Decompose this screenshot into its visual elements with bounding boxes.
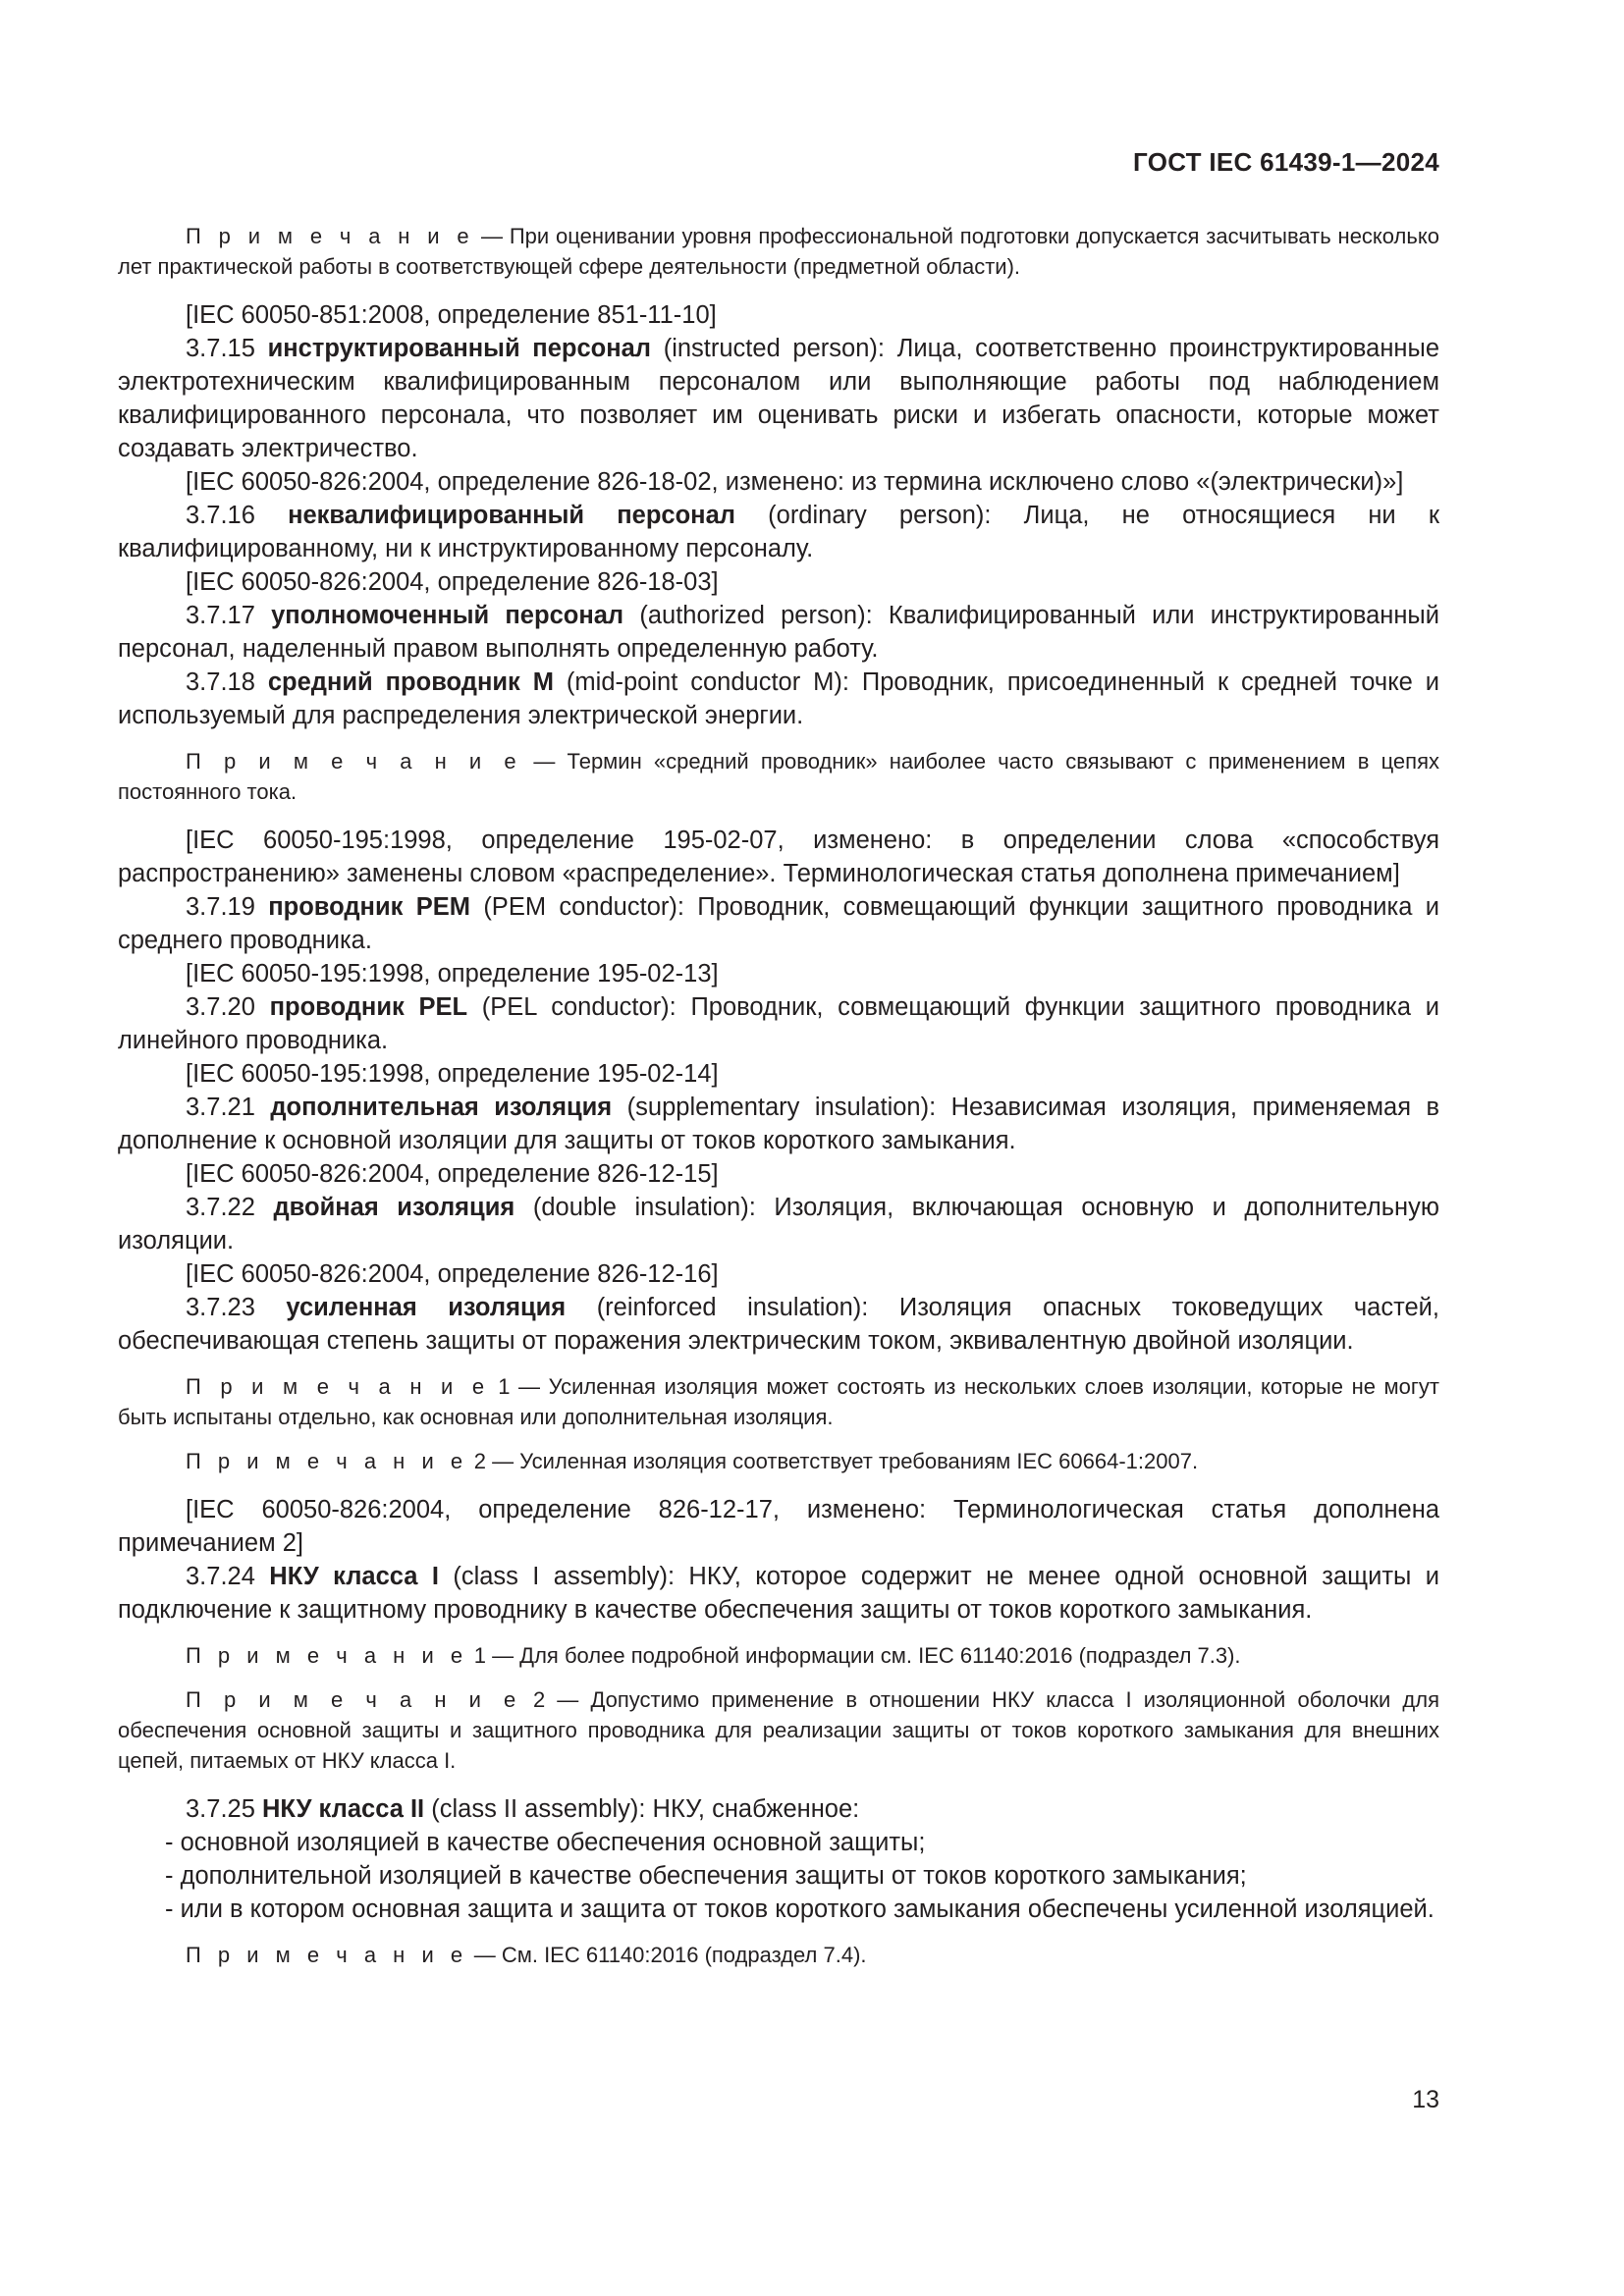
note-label: П р и м е ч а н и е [186,224,475,248]
term-name: неквалифицированный персонал [288,502,735,529]
term-name: усиленная изоляция [286,1294,567,1321]
term-definition: (class II assembly): НКУ, снабженное: [431,1795,860,1823]
term-name: средний проводник M [267,668,554,696]
term-name: дополнительная изоляция [270,1094,613,1121]
term-3-7-21 [118,1091,1439,1157]
reference: [IEC 60050-826:2004, определение 826-12-16] [186,1260,719,1288]
term-definition: (instructed person): Лица, соответственно проинструктированные электротехническим квалифицированным персоналом или выполняющие работы под наблюдением квалифицированного персонала, что позволяет им оценивать риски и избегать опасности, которые может создавать электричество. [118,335,1439,462]
reference: [IEC 60050-826:2004, определение 826-18-03] [186,568,719,596]
term-name: уполномоченный персонал [271,602,624,629]
term-number: 3.7.20 [186,993,255,1021]
term-name: НКУ класса II [262,1795,425,1823]
term-3-7-18 [118,666,1439,732]
note-text: — См. IEC 61140:2016 (подраздел 7.4). [473,1943,867,1967]
reference: [IEC 60050-195:1998, определение 195-02-13] [186,960,719,988]
note-block [118,1684,1439,1776]
reference: [IEC 60050-826:2004, определение 826-12-15] [186,1160,719,1188]
term-3-7-22 [118,1191,1439,1257]
reference: [IEC 60050-826:2004, определение 826-18-02, изменено: из термина исключено слово «(электрически)»] [186,468,1404,496]
note-block [118,1371,1439,1432]
term-definition: (mid-point conductor M): Проводник, присоединенный к средней точке и используемый для распределения электрической энергии. [118,668,1439,729]
term-definition: (authorized person): Квалифицированный или инструктированный персонал, наделенный правом выполнять определенную работу. [118,602,1439,663]
term-3-7-19 [118,890,1439,957]
list-item: - основной изоляцией в качестве обеспечения основной защиты; [165,1829,926,1856]
note-label: П р и м е ч а н и е [186,1643,468,1668]
term-3-7-15 [118,332,1439,465]
term-number: 3.7.16 [186,502,255,529]
note-label: П р и м е ч а н и е [186,1449,468,1473]
note-text: — Термин «средний проводник» наиболее часто связывают с применением в цепях постоянного тока. [118,749,1439,804]
term-number: 3.7.25 [186,1795,255,1823]
term-number: 3.7.22 [186,1194,255,1221]
document-body [118,221,1439,1970]
term-3-7-23 [118,1291,1439,1358]
note-text: 2 — Допустимо применение в отношении НКУ класса I изоляционной оболочки для обеспечения основной защиты и защитного проводника для реализации защиты от токов короткого замыкания для внешних цепей, питаемых от НКУ класса I. [118,1687,1439,1773]
reference: [IEC 60050-195:1998, определение 195-02-07, изменено: в определении слова «способствуя распространению» заменены словом «распределение». Терминологическая статья дополнена примечанием] [118,827,1439,887]
list-item: - или в котором основная защита и защита от токов короткого замыкания обеспечены усиленной изоляцией. [165,1896,1435,1923]
term-3-7-17 [118,599,1439,666]
note-label: П р и м е ч а н и е [186,749,522,774]
term-number: 3.7.17 [186,602,255,629]
term-3-7-25 [118,1792,1439,1826]
note-label: П р и м е ч а н и е [186,1687,521,1712]
note-block [118,1640,1439,1671]
term-name: двойная изоляция [273,1194,515,1221]
term-name: инструктированный персонал [267,335,652,362]
note-text: 1 — Для более подробной информации см. IEC 61140:2016 (подраздел 7.3). [473,1643,1241,1668]
note-text: 1 — Усиленная изоляция может состоять из нескольких слоев изоляции, которые не могут быть испытаны отдельно, как основная или дополнительная изоляция. [118,1374,1439,1429]
term-number: 3.7.23 [186,1294,255,1321]
term-3-7-20 [118,990,1439,1057]
note-text: — При оценивании уровня профессиональной подготовки допускается засчитывать несколько лет практической работы в соответствующей сфере деятельности (предметной области). [118,224,1439,279]
note-block [118,1940,1439,1970]
term-definition: (reinforced insulation): Изоляция опасных токоведущих частей, обеспечивающая степень защиты от поражения электрическим током, эквивалентную двойной изоляции. [118,1294,1439,1355]
list-item: - дополнительной изоляцией в качестве обеспечения защиты от токов короткого замыкания; [165,1862,1247,1890]
note-label: П р и м е ч а н и е [186,1374,490,1399]
reference: [IEC 60050-826:2004, определение 826-12-17, изменено: Терминологическая статья дополнена примечанием 2] [118,1496,1439,1557]
term-name: НКУ класса I [269,1563,439,1590]
term-number: 3.7.15 [186,335,255,362]
term-definition: (PEM conductor): Проводник, совмещающий функции защитного проводника и среднего проводника. [118,893,1439,954]
note-block [118,1446,1439,1476]
term-3-7-24 [118,1560,1439,1627]
term-number: 3.7.18 [186,668,255,696]
reference: [IEC 60050-195:1998, определение 195-02-14] [186,1060,719,1088]
term-definition: (PEL conductor): Проводник, совмещающий функции защитного проводника и линейного проводника. [118,993,1440,1054]
page-number: 13 [1412,2086,1439,2113]
reference: [IEC 60050-851:2008, определение 851-11-10] [186,301,717,329]
note-block [118,746,1439,807]
term-definition: (supplementary insulation): Независимая изоляция, применяемая в дополнение к основной изоляции для защиты от токов короткого замыкания. [118,1094,1440,1154]
term-definition: (class I assembly): НКУ, которое содержит не менее одной основной защиты и подключение к защитному проводнику в качестве обеспечения защиты от токов короткого замыкания. [118,1563,1440,1624]
term-3-7-16 [118,499,1439,565]
document-header: ГОСТ IEC 61439-1—2024 [1133,147,1439,177]
note-text: 2 — Усиленная изоляция соответствует требованиям IEC 60664-1:2007. [473,1449,1199,1473]
term-number: 3.7.24 [186,1563,255,1590]
term-number: 3.7.19 [186,893,255,921]
term-name: проводник PEL [269,993,468,1021]
term-number: 3.7.21 [186,1094,255,1121]
note-block [118,221,1439,282]
note-label: П р и м е ч а н и е [186,1943,468,1967]
term-definition: (ordinary person): Лица, не относящиеся ни к квалифицированному, ни к инструктированному персоналу. [118,502,1439,562]
term-name: проводник PEM [268,893,470,921]
term-definition: (double insulation): Изоляция, включающая основную и дополнительную изоляции. [118,1194,1439,1255]
